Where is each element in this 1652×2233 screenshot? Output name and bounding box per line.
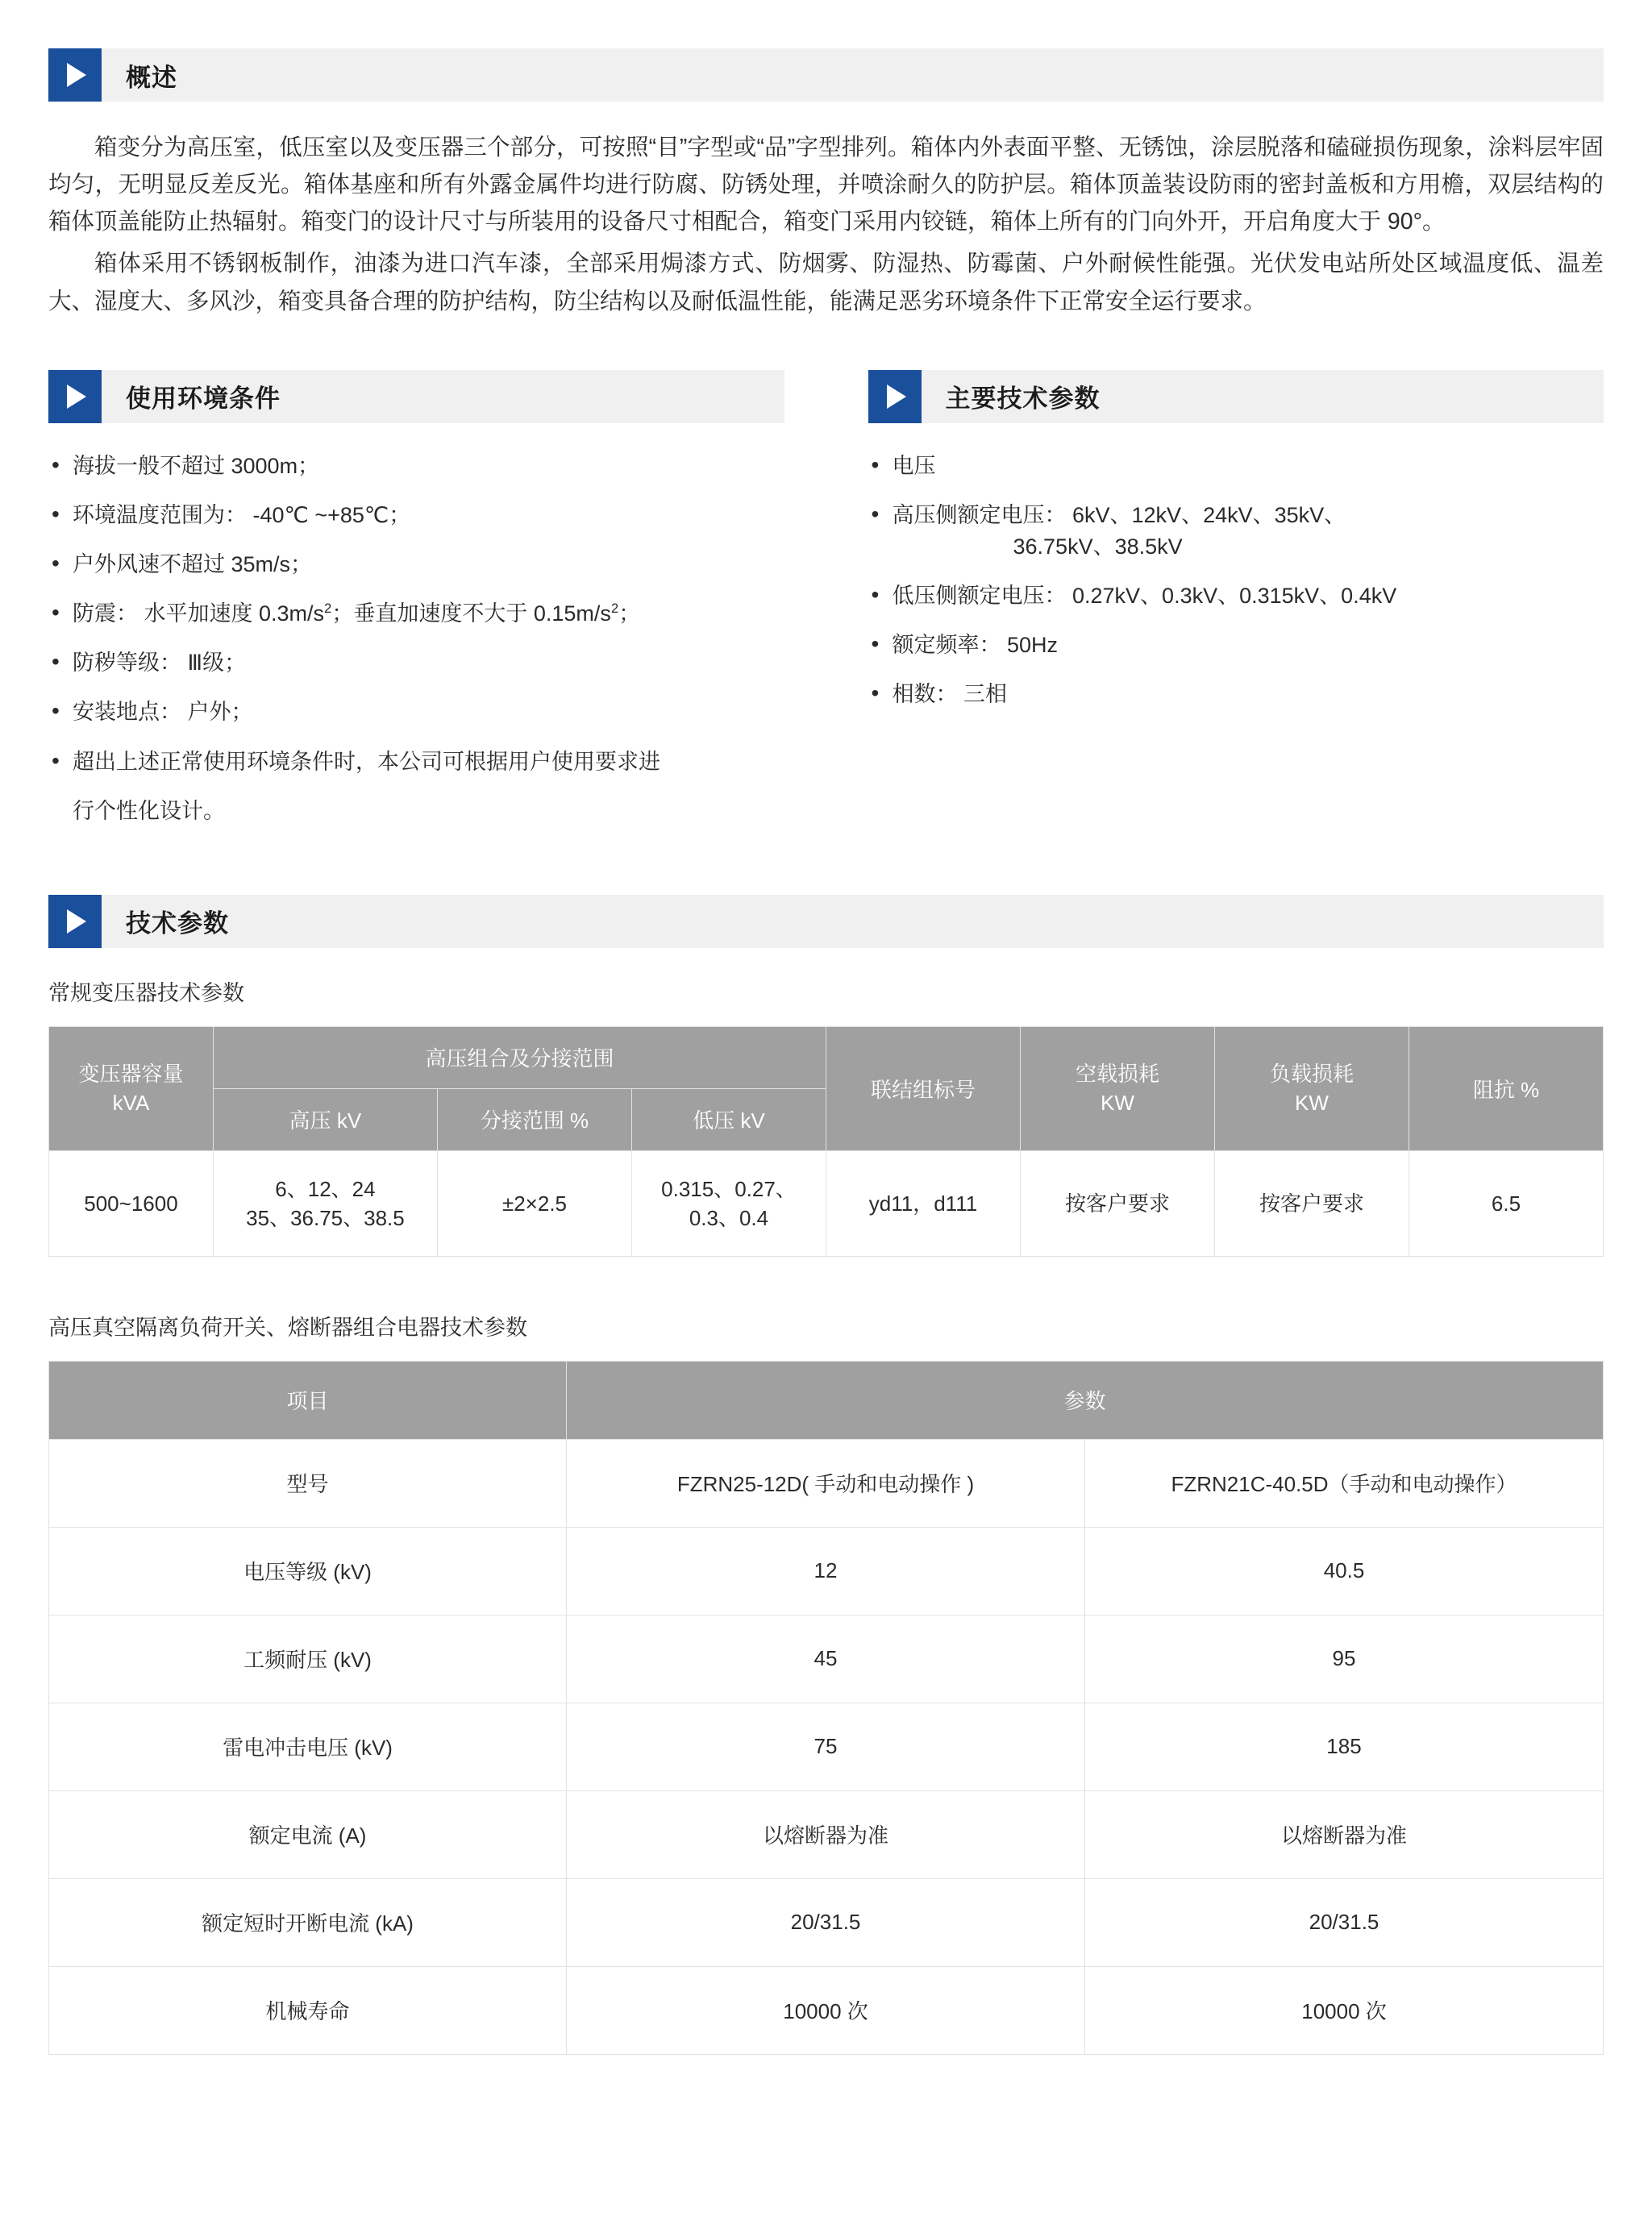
cell-value-1: 10000 次	[567, 1966, 1085, 2054]
table-header-row	[49, 1361, 1604, 1439]
section-header-tech	[48, 895, 1604, 948]
header-capacity-line2: kVA	[112, 1091, 150, 1116]
table-row	[49, 1790, 1604, 1878]
table-row	[49, 1150, 1604, 1256]
table-row	[49, 1966, 1604, 2054]
list-item: • 相数： 三相	[868, 679, 1604, 728]
header-item: 项目	[49, 1361, 567, 1439]
cell-lv-line2: 0.3、0.4	[689, 1205, 769, 1230]
header-param: 参数	[567, 1361, 1604, 1439]
section-header-overview	[48, 48, 1604, 102]
cell-connection: yd11，d111	[826, 1150, 1020, 1256]
list-item: • 海拔一般不超过 3000m；	[48, 451, 784, 500]
header-impedance: 阻抗 %	[1409, 1026, 1603, 1150]
list-item	[868, 500, 1604, 580]
header-no-load-loss-line2: KW	[1101, 1091, 1134, 1116]
header-lv: 低压 kV	[631, 1088, 826, 1150]
header-capacity	[49, 1026, 214, 1150]
play-triangle-icon	[48, 370, 102, 423]
list-item: • 低压侧额定电压： 0.27kV、0.3kV、0.315kV、0.4kV	[868, 580, 1604, 630]
cell-capacity: 500~1600	[49, 1150, 214, 1256]
header-hv-group: 高压组合及分接范围	[213, 1026, 826, 1088]
list-item: • 环境温度范围为： -40℃ ~+85℃；	[48, 500, 784, 549]
cell-value-2: 以熔断器为准	[1085, 1790, 1604, 1878]
switchgear-parameters-table	[48, 1361, 1604, 2055]
table-row	[49, 1615, 1604, 1703]
cell-value-1: 75	[567, 1703, 1085, 1790]
overview-body	[48, 129, 1604, 320]
list-item: • 超出上述正常使用环境条件时，本公司可根据用户使用要求进	[48, 746, 784, 796]
cell-hv	[213, 1150, 437, 1256]
cell-item: 额定电流 (A)	[49, 1790, 567, 1878]
cell-item: 型号	[49, 1439, 567, 1527]
play-triangle-icon	[48, 895, 102, 948]
section-title-environment: 使用环境条件	[126, 385, 281, 414]
cell-hv-line2: 35、36.75、38.5	[246, 1205, 405, 1230]
cell-item: 电压等级 (kV)	[49, 1527, 567, 1615]
header-no-load-loss-line1: 空载损耗	[1075, 1062, 1159, 1087]
header-load-loss-line1: 负载损耗	[1269, 1062, 1354, 1087]
column-parameters	[868, 370, 1604, 845]
section-title-tech: 技术参数	[126, 909, 229, 938]
header-hv: 高压 kV	[213, 1088, 437, 1150]
overview-paragraph-2: 箱体采用不锈钢板制作，油漆为进口汽车漆，全部采用焗漆方式、防烟雾、防湿热、防霉菌、户外耐候性能强。光伏发电站所处区域温度低、温差大、湿度大、多风沙，箱变具备合理的防护结构，防尘结构以及耐低温性能，能满足恶劣环境条件下正常安全运行要求。	[48, 251, 1604, 314]
table-row	[49, 1527, 1604, 1615]
cell-lv	[631, 1150, 826, 1256]
cell-item: 工频耐压 (kV)	[49, 1615, 567, 1703]
cell-lv-line1: 0.315、0.27、	[661, 1176, 797, 1201]
list-item-continuation: 36.75kV、38.5kV	[1013, 534, 1183, 559]
cell-value-2: 10000 次	[1085, 1966, 1604, 2054]
section-title-overview: 概述	[126, 63, 177, 92]
header-connection: 联结组标号	[826, 1026, 1020, 1150]
header-tap-range: 分接范围 %	[437, 1088, 631, 1150]
parameters-list	[868, 451, 1604, 729]
environment-list	[48, 451, 784, 845]
cell-item: 机械寿命	[49, 1966, 567, 2054]
section-header-environment	[48, 370, 784, 423]
list-item: • 额定频率： 50Hz	[868, 630, 1604, 679]
header-no-load-loss	[1020, 1026, 1214, 1150]
table-header-row	[49, 1026, 1604, 1088]
header-load-loss-line2: KW	[1295, 1091, 1329, 1116]
cell-value-2: 185	[1085, 1703, 1604, 1790]
header-capacity-line1: 变压器容量	[78, 1062, 184, 1087]
two-column-area	[48, 370, 1604, 845]
cell-value-2: FZRN21C-40.5D（手动和电动操作）	[1085, 1439, 1604, 1527]
list-item: • 安装地点： 户外；	[48, 697, 784, 746]
transformer-parameters-table	[48, 1026, 1604, 1257]
cell-item: 雷电冲击电压 (kV)	[49, 1703, 567, 1790]
table2-caption: 高压真空隔离负荷开关、熔断器组合电器技术参数	[48, 1315, 527, 1340]
table-row	[49, 1439, 1604, 1527]
list-item: • 防震： 水平加速度 $0.3m/s^2$；垂直加速度不大于 $0.15m/s^2$；	[48, 598, 784, 647]
list-item: • 电压	[868, 451, 1604, 500]
overview-paragraph-1: 箱变分为高压室，低压室以及变压器三个部分，可按照“目”字型或“品”字型排列。箱体内外表面平整、无锈蚀，涂层脱落和磕碰损伤现象，涂料层牢固均匀，无明显反差反光。箱体基座和所有外露金属件均进行防腐、防锈处理，并喷涂耐久的防护层。箱体顶盖装设防雨的密封盖板和方用檐，双层结构的箱体顶盖能防止热辐射。箱变门的设计尺寸与所装用的设备尺寸相配合，箱变门采用内铰链，箱体上所有的门向外开，开启角度大于 90°。	[48, 135, 1604, 235]
list-item-text: 高压侧额定电压： 6kV、12kV、24kV、35kV、	[892, 502, 1346, 527]
cell-load-loss: 按客户要求	[1214, 1150, 1409, 1256]
cell-value-2: 40.5	[1085, 1527, 1604, 1615]
table-row	[49, 1878, 1604, 1966]
cell-value-2: 20/31.5	[1085, 1878, 1604, 1966]
cell-impedance: 6.5	[1409, 1150, 1603, 1256]
cell-value-1: 45	[567, 1615, 1085, 1703]
cell-value-2: 95	[1085, 1615, 1604, 1703]
cell-tap-range: ±2×2.5	[437, 1150, 631, 1256]
cell-value-1: 12	[567, 1527, 1085, 1615]
cell-value-1: 20/31.5	[567, 1878, 1085, 1966]
column-environment	[48, 370, 784, 845]
table1-caption: 常规变压器技术参数	[48, 980, 244, 1005]
list-item: • 户外风速不超过 35m/s；	[48, 549, 784, 598]
section-header-parameters	[868, 370, 1604, 423]
table-row	[49, 1703, 1604, 1790]
cell-value-1: 以熔断器为准	[567, 1790, 1085, 1878]
cell-hv-line1: 6、12、24	[275, 1176, 376, 1201]
play-triangle-icon	[48, 48, 102, 102]
list-item: • 防秽等级： Ⅲ级；	[48, 647, 784, 697]
cell-no-load-loss: 按客户要求	[1020, 1150, 1214, 1256]
cell-item: 额定短时开断电流 (kA)	[49, 1878, 567, 1966]
list-item-continuation: 行个性化设计。	[73, 798, 225, 823]
play-triangle-icon	[868, 370, 922, 423]
header-load-loss	[1214, 1026, 1409, 1150]
section-title-parameters: 主要技术参数	[945, 385, 1101, 414]
cell-value-1: FZRN25-12D( 手动和电动操作 )	[567, 1439, 1085, 1527]
